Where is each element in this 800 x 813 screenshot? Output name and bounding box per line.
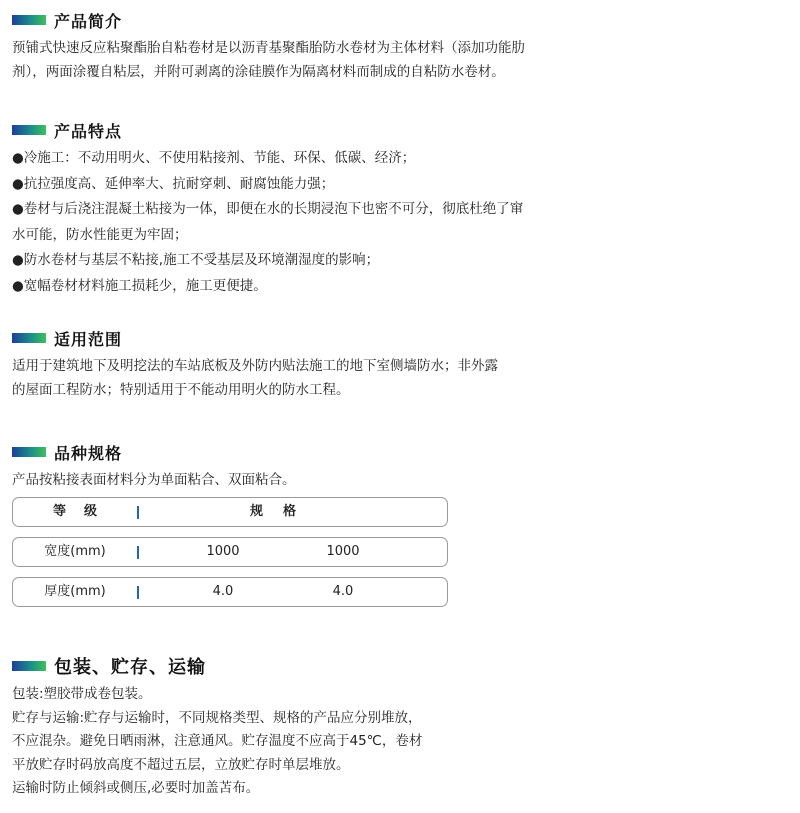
column-divider [137,586,139,599]
specs-row-label: 宽度(mm) [44,544,106,559]
storage-section [12,654,592,801]
features-section [12,118,592,299]
specs-row-thickness [12,577,448,607]
storage-line: 包装:塑胶带成卷包装。 [12,686,152,702]
specs-heading [12,440,592,464]
intro-line: 剂），两面涂覆自粘层，并附可剥离的涂硅膜作为隔离材料而制成的自粘防水卷材。 [12,63,505,80]
column-divider [137,546,139,559]
scope-line: 的屋面工程防水；特别适用于不能动用明火的防水工程。 [12,381,350,398]
scope-line: 适用于建筑地下及明挖法的车站底板及外防内贴法施工的地下室侧墙防水；非外露 [12,358,498,374]
storage-line: 运输时防止倾斜或侧压,必要时加盖苫布。 [12,780,260,796]
intro-heading [12,8,592,32]
storage-heading [12,654,592,678]
heading-bar-icon [12,125,46,135]
specs-heading-text: 品种规格 [54,443,123,463]
specs-header-label: 等级 [52,504,115,519]
heading-bar-icon [12,15,46,25]
intro-heading-text: 产品简介 [54,11,123,31]
features-heading-text: 产品特点 [54,121,123,141]
column-divider [137,506,139,519]
storage-heading-text: 包装、贮存、运输 [54,657,206,678]
feature-item: ●抗拉强度高、延伸率大、抗耐穿刺、耐腐蚀能力强； [12,175,335,192]
feature-item: ●卷材与后浇注混凝土粘接为一体，即便在水的长期浸泡下也密不可分，彻底杜绝了窜 [12,201,524,217]
specs-row-value: 1000 [326,544,360,559]
heading-bar-icon [12,661,46,671]
specs-row-width [12,537,448,567]
specs-header-value: 规格 [249,504,316,519]
specs-header-row [12,497,448,527]
features-list [12,146,592,299]
scope-heading [12,326,592,350]
specs-section [12,440,592,617]
specs-intro: 产品按粘接表面材料分为单面粘合、双面粘合。 [12,472,296,488]
features-heading [12,118,592,142]
storage-line: 不应混杂。避免日晒雨淋，注意通风。贮存温度不应高于45℃，卷材 [12,733,423,749]
storage-line: 贮存与运输:贮存与运输时，不同规格类型、规格的产品应分别堆放， [12,709,422,726]
intro-paragraph [12,37,592,84]
intro-section [12,8,592,84]
feature-item: 水可能，防水性能更为牢固； [12,226,188,243]
heading-bar-icon [12,333,46,343]
specs-row-value: 1000 [206,544,240,559]
feature-item: ●宽幅卷材材料施工损耗少，施工更便捷。 [12,277,267,294]
specs-row-label: 厚度(mm) [44,584,106,599]
specs-row-value: 4.0 [212,584,234,599]
scope-section [12,326,592,402]
specs-table [12,497,448,607]
heading-bar-icon [12,447,46,457]
specs-row-value: 4.0 [332,584,354,599]
scope-paragraph [12,355,592,402]
storage-paragraph [12,683,592,801]
intro-line: 预铺式快速反应粘聚酯胎自粘卷材是以沥青基聚酯胎防水卷材为主体材料（添加功能肋 [12,40,525,56]
storage-line: 平放贮存时码放高度不超过五层，立放贮存时单层堆放。 [12,756,350,773]
feature-item: ●冷施工：不动用明火、不使用粘接剂、节能、环保、低碳、经济； [12,150,416,166]
feature-item: ●防水卷材与基层不粘接,施工不受基层及环境潮湿度的影响； [12,252,380,268]
scope-heading-text: 适用范围 [54,329,123,349]
